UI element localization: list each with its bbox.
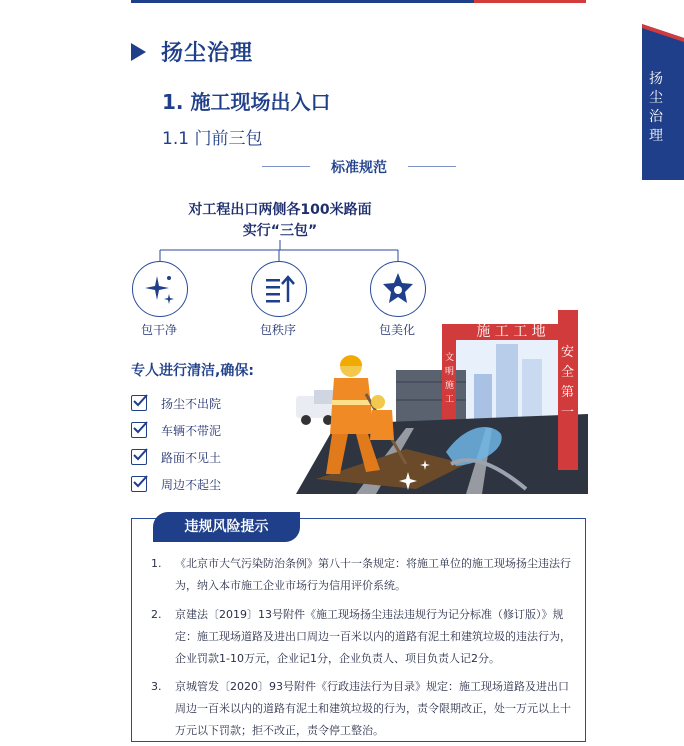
top-rule-accent: [474, 0, 586, 3]
risk-title: 违规风险提示: [153, 512, 300, 542]
clean-title: 专人进行清洁,确保:: [131, 363, 254, 379]
tree-connector: [150, 240, 410, 262]
check-item-1: 扬尘不出院: [131, 394, 331, 412]
check-item-4: 周边不起尘: [131, 475, 331, 493]
side-tab[interactable]: [642, 24, 684, 180]
bao-label-2: 包秩序: [259, 323, 296, 337]
heading-1: 1. 施工现场出入口: [162, 90, 331, 114]
construction-site-illustration: [296, 304, 588, 494]
standard-divider: 标准规范: [262, 157, 456, 177]
section-title: 扬尘治理: [131, 36, 253, 67]
checkbox-checked-icon: [131, 449, 147, 465]
side-tab-label: 扬 尘 治 理: [649, 71, 663, 144]
sparkle-icon: [132, 261, 188, 317]
bao-label-1: 包干净: [140, 323, 177, 337]
heading-2: 1.1 门前三包: [162, 129, 263, 149]
triangle-arrow-icon: [131, 43, 146, 61]
lead-text: 对工程出口两侧各100米路面 实行“三包”: [188, 202, 372, 239]
gate-sign-text: 施 工 工 地: [476, 324, 546, 340]
right-post-text: 安全第一: [561, 345, 575, 420]
checkbox-checked-icon: [131, 476, 147, 492]
checkbox-checked-icon: [131, 422, 147, 438]
left-post-text: 文明施工: [445, 353, 455, 405]
check-item-3: 路面不见土: [131, 448, 331, 466]
top-rule: [131, 0, 586, 3]
bao-label-3: 包美化: [378, 323, 415, 337]
checkbox-checked-icon: [131, 395, 147, 411]
check-item-2: 车辆不带泥: [131, 421, 331, 439]
